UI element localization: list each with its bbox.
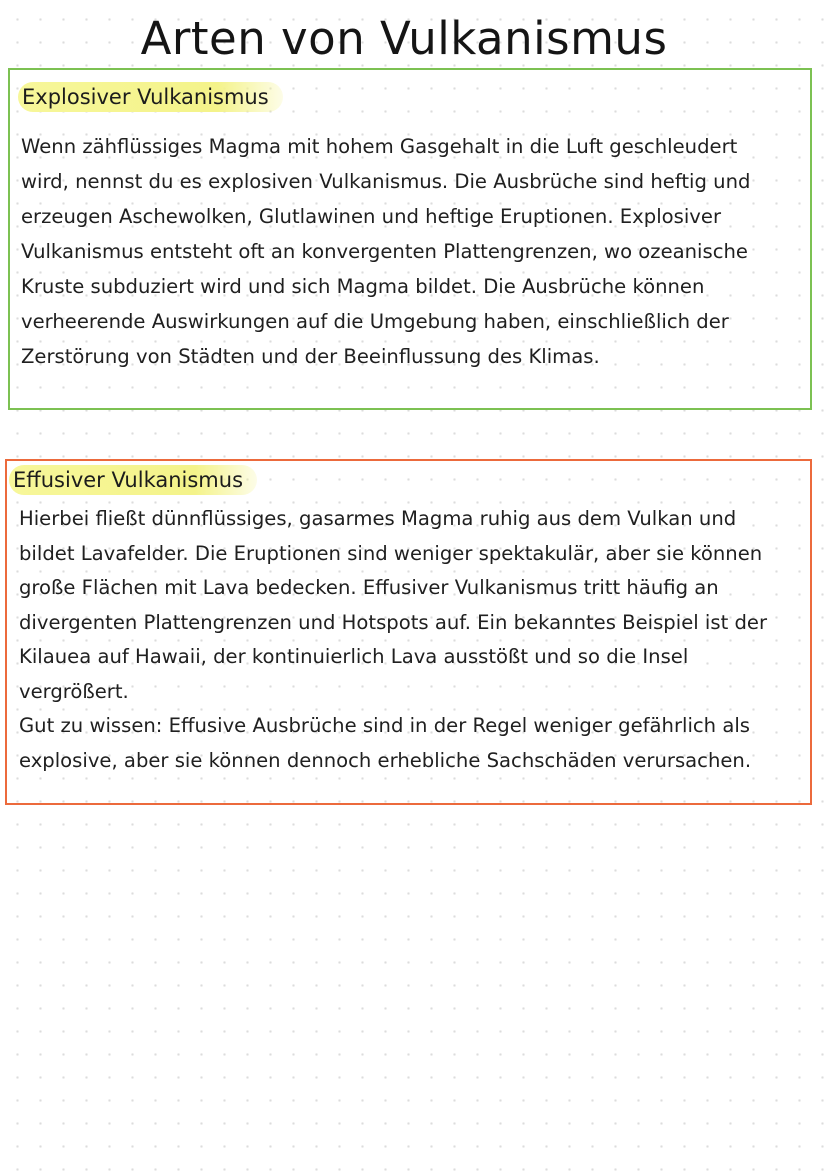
text-line: bildet Lavafelder. Die Eruptionen sind weniger spektakulär, aber sie können (19, 541, 763, 565)
text-line: vergrößert. (19, 679, 129, 703)
text-line: Zerstörung von Städten und der Beeinflussung des Klimas. (21, 345, 600, 368)
text-line: verheerende Auswirkungen auf die Umgebung haben, einschließlich der (21, 310, 729, 333)
text-line: Gut zu wissen: Effusive Ausbrüche sind in der Regel weniger gefährlich als (19, 714, 750, 737)
text-line: divergenten Plattengrenzen und Hotspots auf. Ein bekanntes Beispiel ist der (19, 610, 768, 634)
text-line: Hierbei fließt dünnflüssiges, gasarmes Magma ruhig aus dem Vulkan und (19, 507, 737, 530)
explosive-volcanism-text (21, 129, 750, 374)
effusive-volcanism-card (5, 459, 812, 805)
text-line: Kilauea auf Hawaii, der kontinuierlich Lava ausstößt und so die Insel (19, 645, 689, 668)
text-line: Wenn zähflüssiges Magma mit hohem Gasgehalt in die Luft geschleudert (21, 135, 738, 158)
text-line: Vulkanismus entsteht oft an konvergenten Plattengrenzen, wo ozeanische (21, 240, 748, 263)
text-line: große Flächen mit Lava bedecken. Effusiver Vulkanismus tritt häufig an (19, 576, 719, 599)
text-line: wird, nennst du es explosiven Vulkanismus. Die Ausbrüche sind heftig und (21, 170, 751, 193)
text-line: explosive, aber sie können dennoch erhebliche Sachschäden verursachen. (19, 748, 752, 772)
explosive-volcanism-card (8, 68, 812, 410)
page-title: Arten von Vulkanismus (140, 12, 668, 65)
explosive-volcanism-heading: Explosiver Vulkanismus (18, 82, 283, 112)
text-line: erzeugen Aschewolken, Glutlawinen und heftige Eruptionen. Explosiver (21, 205, 721, 228)
text-line: Kruste subduziert wird und sich Magma bildet. Die Ausbrüche können (21, 275, 705, 298)
effusive-volcanism-text (19, 502, 767, 778)
effusive-volcanism-heading: Effusiver Vulkanismus (9, 465, 257, 495)
